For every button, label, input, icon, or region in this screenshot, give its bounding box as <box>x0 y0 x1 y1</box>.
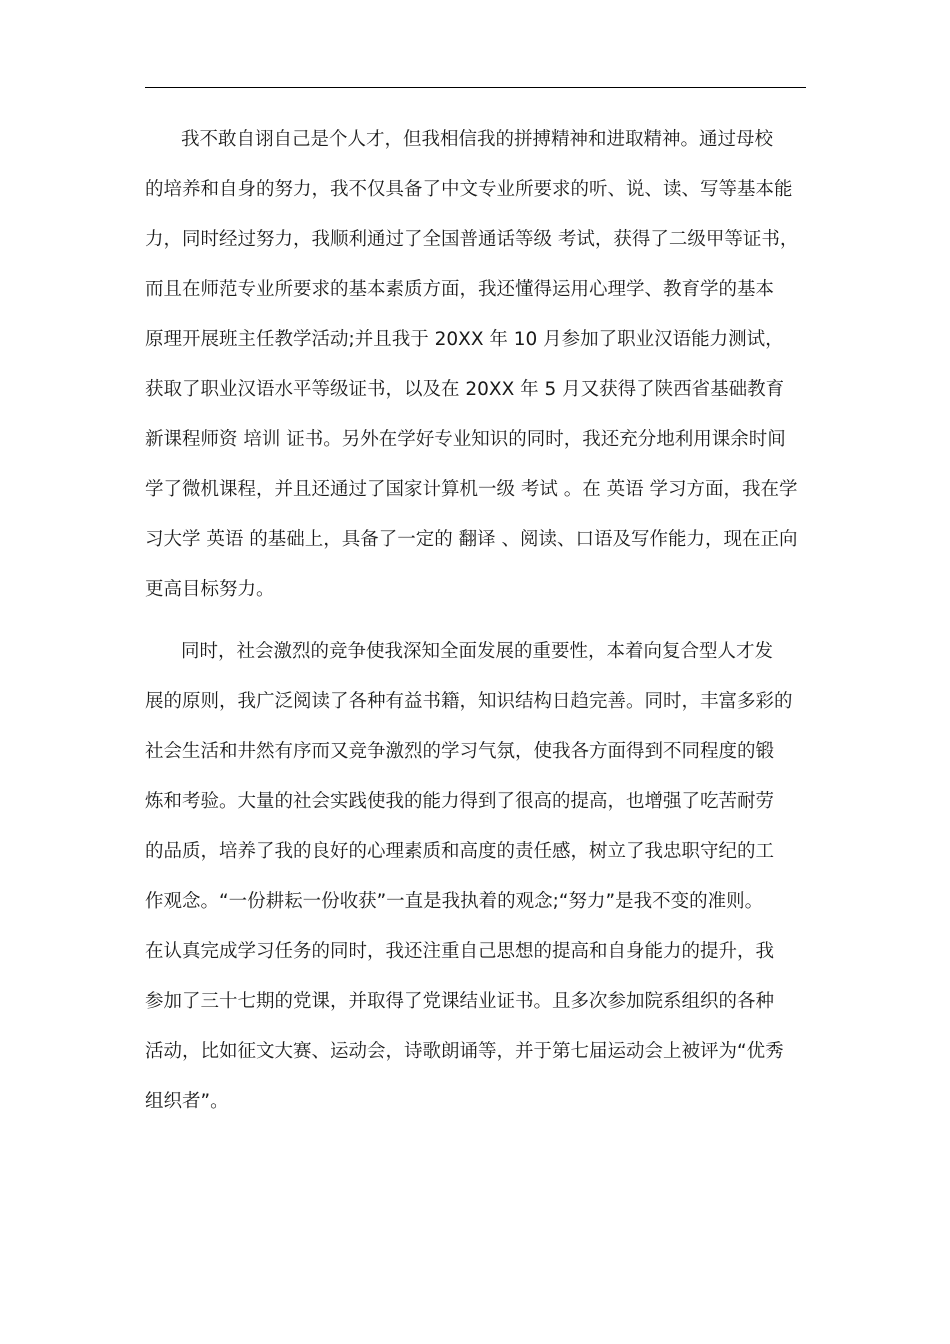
text-line: 学了微机课程，并且还通过了国家计算机一级 考试 。在 英语 学习方面，我在学 <box>145 479 798 500</box>
text-line: 而且在师范专业所要求的基本素质方面，我还懂得运用心理学、教育学的基本 <box>145 279 775 300</box>
header-rule <box>145 87 806 88</box>
text-line: 我不敢自诩自己是个人才，但我相信我的拼搏精神和进取精神。通过母校 <box>181 129 774 150</box>
text-line: 组织者”。 <box>145 1091 229 1112</box>
text-line: 展的原则，我广泛阅读了各种有益书籍，知识结构日趋完善。同时，丰富多彩的 <box>145 691 793 712</box>
text-line: 的培养和自身的努力，我不仅具备了中文专业所要求的听、说、读、写等基本能 <box>145 179 793 200</box>
paragraph-2 <box>145 634 806 1134</box>
text-line: 活动，比如征文大赛、运动会，诗歌朗诵等，并于第七届运动会上被评为“优秀 <box>145 1041 784 1062</box>
text-line: 新课程师资 培训 证书。另外在学好专业知识的同时，我还充分地利用课余时间 <box>145 429 786 450</box>
text-line: 社会生活和井然有序而又竞争激烈的学习气氛，使我各方面得到不同程度的锻 <box>145 741 775 762</box>
body-text <box>145 122 806 1134</box>
text-line: 同时，社会激烈的竞争使我深知全面发展的重要性，本着向复合型人才发 <box>181 641 774 662</box>
text-line: 原理开展班主任教学活动;并且我于 20XX 年 10 月参加了职业汉语能力测试， <box>145 329 784 350</box>
paragraph-spacer <box>145 622 806 634</box>
paragraph-1 <box>145 122 806 622</box>
text-line: 力，同时经过努力，我顺利通过了全国普通话等级 考试，获得了二级甲等证书， <box>145 229 799 250</box>
text-line: 炼和考验。大量的社会实践使我的能力得到了很高的提高，也增强了吃苦耐劳 <box>145 791 775 812</box>
text-line: 作观念。“一份耕耘一份收获”一直是我执着的观念;“努力”是我不变的准则。 <box>145 891 764 912</box>
text-line: 在认真完成学习任务的同时，我还注重自己思想的提高和自身能力的提升，我 <box>145 941 775 962</box>
text-line: 的品质，培养了我的良好的心理素质和高度的责任感，树立了我忠职守纪的工 <box>145 841 775 862</box>
text-line: 习大学 英语 的基础上，具备了一定的 翻译 、阅读、口语及写作能力，现在正向 <box>145 529 798 550</box>
text-line: 获取了职业汉语水平等级证书，以及在 20XX 年 5 月又获得了陕西省基础教育 <box>145 379 785 400</box>
text-line: 更高目标努力。 <box>145 579 275 600</box>
text-line: 参加了三十七期的党课，并取得了党课结业证书。且多次参加院系组织的各种 <box>145 991 775 1012</box>
